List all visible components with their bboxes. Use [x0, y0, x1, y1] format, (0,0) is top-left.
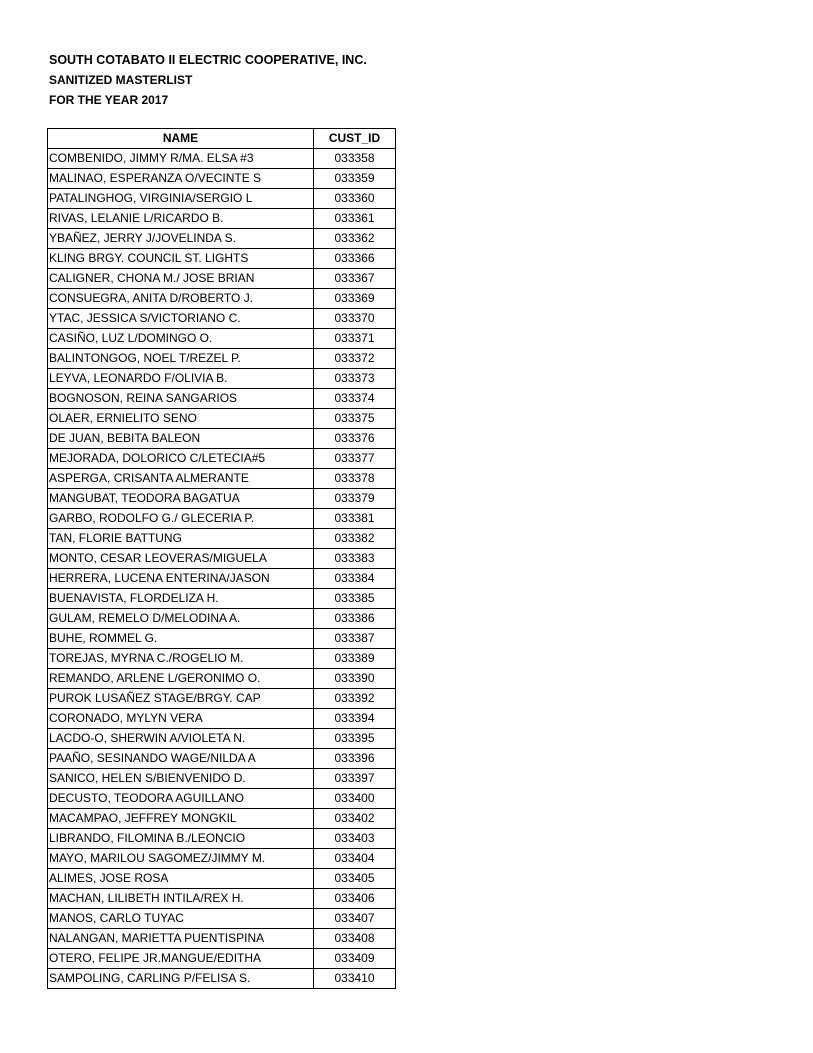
table-row — [48, 889, 396, 909]
customer-id-cell: 033397 — [314, 769, 396, 789]
customer-name-cell: MAYO, MARILOU SAGOMEZ/JIMMY M. — [48, 849, 314, 869]
customer-id-cell: 033362 — [314, 229, 396, 249]
table-row — [48, 689, 396, 709]
customer-id-cell: 033375 — [314, 409, 396, 429]
customer-id-cell: 033400 — [314, 789, 396, 809]
customer-name-cell: PUROK LUSAÑEZ STAGE/BRGY. CAP — [48, 689, 314, 709]
customer-id-cell: 033374 — [314, 389, 396, 409]
customer-name-cell: KLING BRGY. COUNCIL ST. LIGHTS — [48, 249, 314, 269]
customer-name-cell: ALIMES, JOSE ROSA — [48, 869, 314, 889]
table-row — [48, 869, 396, 889]
company-title: SOUTH COTABATO II ELECTRIC COOPERATIVE, INC. — [49, 53, 367, 67]
customer-name-cell: MACAMPAO, JEFFREY MONGKIL — [48, 809, 314, 829]
customer-id-cell: 033358 — [314, 149, 396, 169]
table-row — [48, 849, 396, 869]
table-row — [48, 149, 396, 169]
customer-id-cell: 033376 — [314, 429, 396, 449]
customer-id-cell: 033394 — [314, 709, 396, 729]
customer-name-cell: GULAM, REMELO D/MELODINA A. — [48, 609, 314, 629]
table-body — [48, 149, 396, 989]
customer-id-cell: 033371 — [314, 329, 396, 349]
table-row — [48, 329, 396, 349]
table-row — [48, 769, 396, 789]
customer-id-cell: 033378 — [314, 469, 396, 489]
customer-id-cell: 033409 — [314, 949, 396, 969]
customer-name-cell: GARBO, RODOLFO G./ GLECERIA P. — [48, 509, 314, 529]
table-header-row — [48, 129, 396, 149]
column-header-name: NAME — [48, 129, 314, 149]
customer-name-cell: BUHE, ROMMEL G. — [48, 629, 314, 649]
table-row — [48, 749, 396, 769]
table-row — [48, 809, 396, 829]
customer-id-cell: 033381 — [314, 509, 396, 529]
customer-name-cell: ASPERGA, CRISANTA ALMERANTE — [48, 469, 314, 489]
table-row — [48, 509, 396, 529]
table-row — [48, 169, 396, 189]
customer-id-cell: 033386 — [314, 609, 396, 629]
table-row — [48, 969, 396, 989]
customer-id-cell: 033377 — [314, 449, 396, 469]
customer-name-cell: OLAER, ERNIELITO SENO — [48, 409, 314, 429]
customer-id-cell: 033383 — [314, 549, 396, 569]
customer-name-cell: NALANGAN, MARIETTA PUENTISPINA — [48, 929, 314, 949]
table-row — [48, 249, 396, 269]
customer-name-cell: LEYVA, LEONARDO F/OLIVIA B. — [48, 369, 314, 389]
table-row — [48, 409, 396, 429]
table-row — [48, 389, 396, 409]
customer-name-cell: SANICO, HELEN S/BIENVENIDO D. — [48, 769, 314, 789]
table-row — [48, 189, 396, 209]
column-header-cust-id: CUST_ID — [314, 129, 396, 149]
customer-id-cell: 033402 — [314, 809, 396, 829]
customer-id-cell: 033395 — [314, 729, 396, 749]
customer-name-cell: MANOS, CARLO TUYAC — [48, 909, 314, 929]
customer-id-cell: 033379 — [314, 489, 396, 509]
table-row — [48, 349, 396, 369]
table-row — [48, 269, 396, 289]
masterlist-table — [47, 128, 396, 989]
customer-name-cell: TAN, FLORIE BATTUNG — [48, 529, 314, 549]
customer-name-cell: HERRERA, LUCENA ENTERINA/JASON — [48, 569, 314, 589]
customer-name-cell: CONSUEGRA, ANITA D/ROBERTO J. — [48, 289, 314, 309]
customer-name-cell: LIBRANDO, FILOMINA B./LEONCIO — [48, 829, 314, 849]
customer-name-cell: MONTO, CESAR LEOVERAS/MIGUELA — [48, 549, 314, 569]
customer-id-cell: 033407 — [314, 909, 396, 929]
customer-name-cell: MEJORADA, DOLORICO C/LETECIA#5 — [48, 449, 314, 469]
table-row — [48, 289, 396, 309]
customer-id-cell: 033410 — [314, 969, 396, 989]
customer-id-cell: 033373 — [314, 369, 396, 389]
customer-name-cell: MANGUBAT, TEODORA BAGATUA — [48, 489, 314, 509]
customer-name-cell: MACHAN, LILIBETH INTILA/REX H. — [48, 889, 314, 909]
customer-id-cell: 033366 — [314, 249, 396, 269]
table-row — [48, 429, 396, 449]
customer-name-cell: YBAÑEZ, JERRY J/JOVELINDA S. — [48, 229, 314, 249]
table-row — [48, 709, 396, 729]
customer-id-cell: 033361 — [314, 209, 396, 229]
table-row — [48, 469, 396, 489]
customer-id-cell: 033405 — [314, 869, 396, 889]
customer-name-cell: YTAC, JESSICA S/VICTORIANO C. — [48, 309, 314, 329]
customer-id-cell: 033359 — [314, 169, 396, 189]
customer-id-cell: 033408 — [314, 929, 396, 949]
table-row — [48, 729, 396, 749]
customer-id-cell: 033396 — [314, 749, 396, 769]
customer-id-cell: 033387 — [314, 629, 396, 649]
customer-name-cell: PATALINGHOG, VIRGINIA/SERGIO L — [48, 189, 314, 209]
table-row — [48, 669, 396, 689]
customer-name-cell: REMANDO, ARLENE L/GERONIMO O. — [48, 669, 314, 689]
table-row — [48, 829, 396, 849]
customer-name-cell: DE JUAN, BEBITA BALEON — [48, 429, 314, 449]
table-row — [48, 649, 396, 669]
customer-id-cell: 033372 — [314, 349, 396, 369]
table-row — [48, 929, 396, 949]
customer-id-cell: 033406 — [314, 889, 396, 909]
customer-id-cell: 033370 — [314, 309, 396, 329]
table-row — [48, 609, 396, 629]
customer-name-cell: DECUSTO, TEODORA AGUILLANO — [48, 789, 314, 809]
customer-id-cell: 033360 — [314, 189, 396, 209]
customer-id-cell: 033392 — [314, 689, 396, 709]
document-subtitle: SANITIZED MASTERLIST — [49, 73, 193, 87]
customer-name-cell: CASIÑO, LUZ L/DOMINGO O. — [48, 329, 314, 349]
customer-name-cell: BUENAVISTA, FLORDELIZA H. — [48, 589, 314, 609]
table-row — [48, 589, 396, 609]
document-period: FOR THE YEAR 2017 — [49, 93, 169, 107]
customer-name-cell: BALINTONGOG, NOEL T/REZEL P. — [48, 349, 314, 369]
document-header — [49, 50, 367, 110]
customer-id-cell: 033390 — [314, 669, 396, 689]
customer-name-cell: MALINAO, ESPERANZA O/VECINTE S — [48, 169, 314, 189]
table-row — [48, 229, 396, 249]
table-row — [48, 549, 396, 569]
table-row — [48, 489, 396, 509]
customer-id-cell: 033369 — [314, 289, 396, 309]
table-row — [48, 909, 396, 929]
customer-name-cell: BOGNOSON, REINA SANGARIOS — [48, 389, 314, 409]
customer-name-cell: OTERO, FELIPE JR.MANGUE/EDITHA — [48, 949, 314, 969]
customer-id-cell: 033367 — [314, 269, 396, 289]
customer-name-cell: PAAÑO, SESINANDO WAGE/NILDA A — [48, 749, 314, 769]
customer-name-cell: LACDO-O, SHERWIN A/VIOLETA N. — [48, 729, 314, 749]
customer-name-cell: CALIGNER, CHONA M./ JOSE BRIAN — [48, 269, 314, 289]
table-row — [48, 949, 396, 969]
table-row — [48, 369, 396, 389]
customer-name-cell: COMBENIDO, JIMMY R/MA. ELSA #3 — [48, 149, 314, 169]
table-row — [48, 529, 396, 549]
customer-name-cell: CORONADO, MYLYN VERA — [48, 709, 314, 729]
table-row — [48, 309, 396, 329]
table-row — [48, 449, 396, 469]
customer-name-cell: SAMPOLING, CARLING P/FELISA S. — [48, 969, 314, 989]
customer-id-cell: 033389 — [314, 649, 396, 669]
table-row — [48, 789, 396, 809]
customer-name-cell: RIVAS, LELANIE L/RICARDO B. — [48, 209, 314, 229]
table-row — [48, 629, 396, 649]
customer-id-cell: 033403 — [314, 829, 396, 849]
customer-name-cell: TOREJAS, MYRNA C./ROGELIO M. — [48, 649, 314, 669]
customer-id-cell: 033382 — [314, 529, 396, 549]
customer-id-cell: 033385 — [314, 589, 396, 609]
table-row — [48, 209, 396, 229]
customer-id-cell: 033404 — [314, 849, 396, 869]
customer-id-cell: 033384 — [314, 569, 396, 589]
table-row — [48, 569, 396, 589]
